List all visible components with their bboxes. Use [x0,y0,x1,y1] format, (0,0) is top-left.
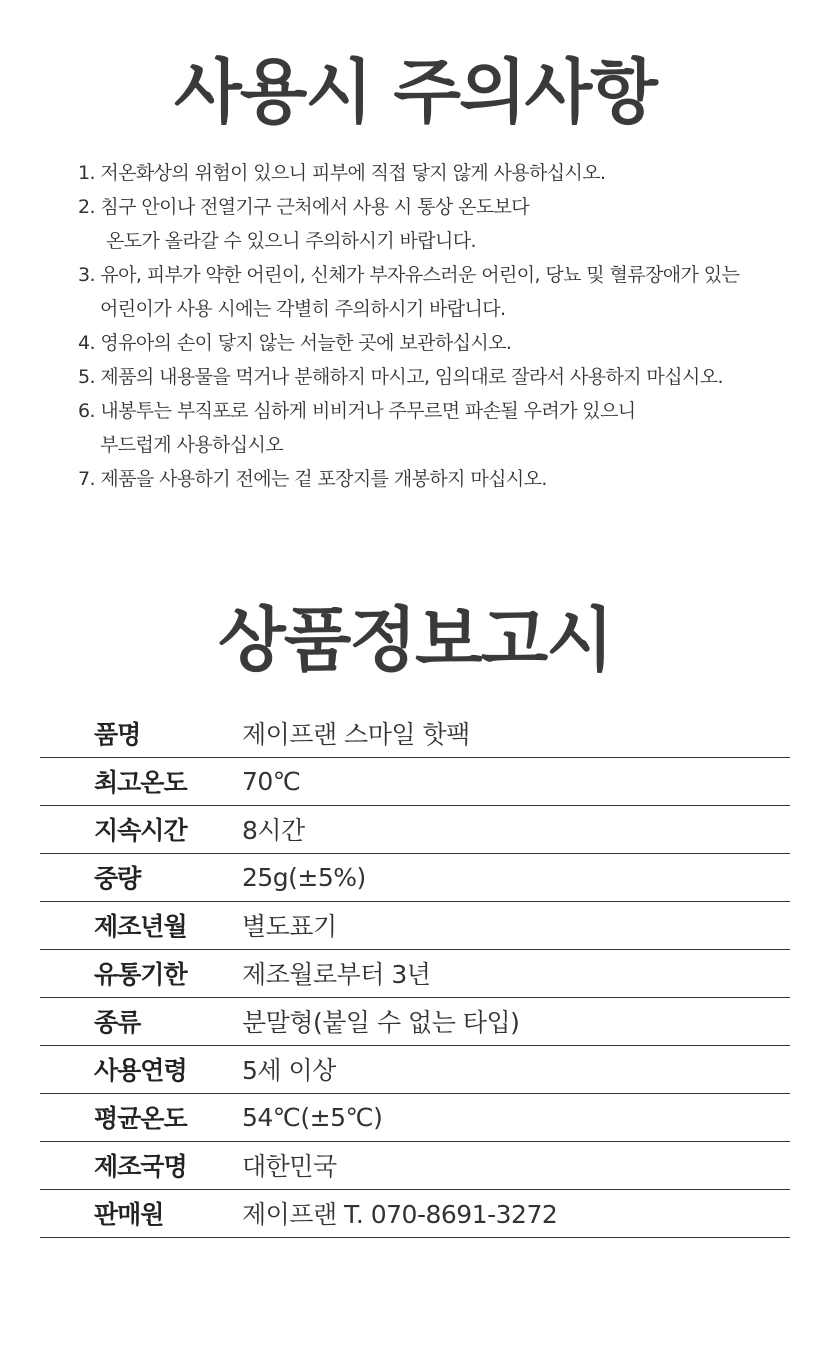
row-label: 제조년월 [94,912,187,941]
product-info-table [40,710,790,1238]
table-row [40,710,790,757]
row-value: 제이프랜 스마일 핫팩 [242,720,470,750]
row-value: 분말형(붙일 수 없는 타입) [242,1008,520,1037]
caution-item-6: 6. 내봉투는 부직포로 심하게 비비거나 주무르면 파손될 우려가 있으니 [78,400,636,422]
row-value: 별도표기 [242,912,337,941]
caution-item-1: 1. 저온화상의 위험이 있으니 피부에 직접 닿지 않게 사용하십시오. [78,162,606,184]
table-row [40,1141,790,1189]
row-label: 품명 [94,720,141,750]
caution-item-7: 7. 제품을 사용하기 전에는 겉 포장지를 개봉하지 마십시오. [78,468,547,490]
row-label: 유통기한 [94,960,187,989]
caution-item-2: 2. 침구 안이나 전열기구 근처에서 사용 시 통상 온도보다 [78,196,530,218]
row-value: 25g(±5%) [242,862,366,892]
caution-item-3: 3. 유아, 피부가 약한 어린이, 신체가 부자유스러운 어린이, 당뇨 및 혈류장애가 있는 [78,264,740,286]
caution-title: 사용시 주의사항 [174,51,656,133]
table-row [40,1093,790,1141]
table-row [40,1189,790,1237]
caution-item-3-continued: 어린이가 사용 시에는 각별히 주의하시기 바랍니다. [100,298,506,320]
caution-item-6-continued: 부드럽게 사용하십시오 [100,434,283,456]
table-row [40,1045,790,1093]
row-value: 54℃(±5℃) [242,1102,383,1132]
caution-item-2-continued: 온도가 올라갈 수 있으니 주의하시기 바랍니다. [106,230,476,252]
caution-item-4: 4. 영유아의 손이 닿지 않는 서늘한 곳에 보관하십시오. [78,332,512,354]
row-value: 대한민국 [242,1152,337,1181]
table-row [40,997,790,1045]
row-label: 평균온도 [94,1104,187,1133]
row-label: 지속시간 [94,816,187,845]
row-value: 제이프랜 T. 070-8691-3272 [242,1200,558,1229]
table-row [40,805,790,853]
row-value: 제조월로부터 3년 [242,960,431,989]
table-row [40,757,790,805]
table-row [40,901,790,949]
row-label: 판매원 [94,1200,164,1229]
caution-item-5: 5. 제품의 내용물을 먹거나 분해하지 마시고, 임의대로 잘라서 사용하지 마십시오. [78,366,723,388]
row-label: 최고온도 [94,768,187,797]
row-value: 5세 이상 [242,1056,336,1085]
row-value: 70℃ [242,766,301,796]
row-label: 제조국명 [94,1152,187,1181]
table-row [40,853,790,901]
row-label: 중량 [94,864,141,893]
table-row [40,949,790,997]
caution-list [78,156,798,496]
row-label: 사용연령 [94,1056,187,1085]
product-info-title: 상품정보고시 [218,599,612,681]
row-value: 8시간 [242,816,305,845]
row-label: 종류 [94,1008,141,1037]
